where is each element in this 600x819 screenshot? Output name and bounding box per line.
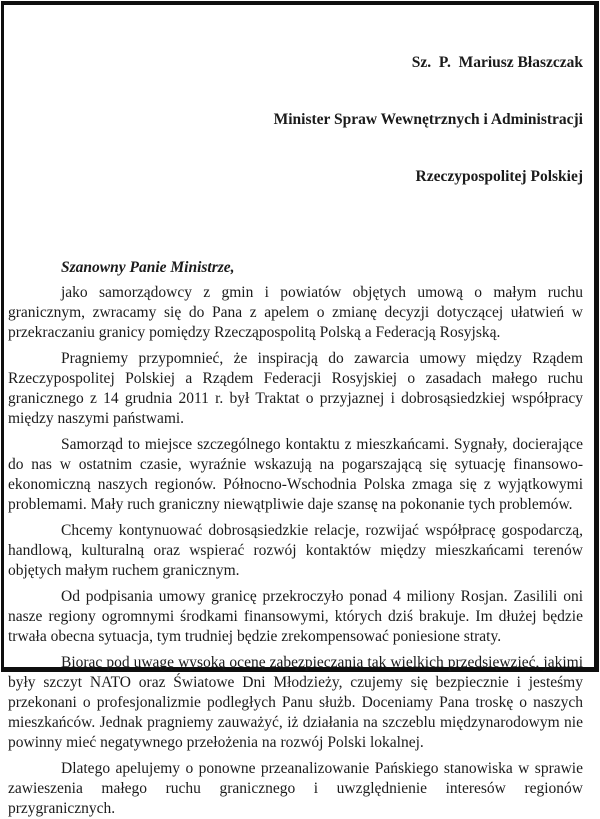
letter-page xyxy=(1,1,599,817)
letter-paragraph-5: Od podpisania umowy granicę przekroczyło ponad 4 miliony Rosjan. Zasilili oni nasze regiony ogromnymi środkami finansowymi, których dziś brakuje. Im dłużej będzie trwała obecna sytuacja, tym trudniej będzie zrekompensować poniesione straty. xyxy=(8,588,583,645)
letter-paragraph-7: Dlatego apelujemy o ponowne przeanalizowanie Pańskiego stanowiska w sprawie zawieszenia małego ruchu granicznego i uwzględnienie interesów regionów przygranicznych. xyxy=(8,760,583,817)
letter-paragraph-4: Chcemy kontynuować dobrosąsiedzkie relacje, rozwijać współpracę gospodarczą, handlową, kulturalną oraz wspierać rozwój kontaktów między mieszkańcami terenów objętych małym ruchem granicznym. xyxy=(8,522,583,579)
recipient-name: Sz. P. Mariusz Błaszczak xyxy=(411,54,583,71)
letter-paragraph-1: jako samorządowcy z gmin i powiatów objętych umową o małym ruchu granicznym, zwracamy się do Pana z apelem o zmianę decyzji dotyczącej ułatwień w przekraczaniu granicy pomiędzy Rzecząpospolitą Polską a Federacją Rosyjską. xyxy=(8,284,583,341)
recipient-title: Minister Spraw Wewnętrznych i Administracji xyxy=(273,111,583,128)
letter-paragraph-6: Biorąc pod uwagę wysoką ocenę zabezpieczania tak wielkich przedsięwzięć, jakimi były szczyt NATO oraz Światowe Dni Młodzieży, czujemy się bezpiecznie i jesteśmy przekonani o profesjonalizmie podległych Panu służb. Doceniamy Pana troskę o naszych mieszkańców. Jednak pragniemy zauważyć, iż działania na szczeblu międzynarodowym nie powinny mieć negatywnego przełożenia na rozwój Polski lokalnej. xyxy=(8,654,583,751)
letter-paragraph-3: Samorząd to miejsce szczególnego kontaktu z mieszkańcami. Sygnały, docierające do nas w ostatnim czasie, wyraźnie wskazują na pogarszającą się sytuację finansowo-ekonomiczną naszych regionów. Północno-Wschodnia Polska zmaga się z wyjątkowymi problemami. Mały ruch graniczny niewątpliwie daje szansę na pokonanie tych problemów. xyxy=(8,436,583,513)
recipient-institution: Rzeczypospolitej Polskiej xyxy=(415,168,583,185)
letter-paragraph-2: Pragniemy przypomnieć, że inspiracją do zawarcia umowy między Rządem Rzeczypospolitej Polskiej a Rządem Federacji Rosyjskiej o zasadach małego ruchu granicznego z 14 grudnia 2011 r. był Traktat o przyjaznej i dobrosąsiedzkiej współpracy między naszymi państwami. xyxy=(8,350,583,427)
salutation: Szanowny Panie Ministrze, xyxy=(61,259,235,276)
recipient-block xyxy=(8,15,583,224)
